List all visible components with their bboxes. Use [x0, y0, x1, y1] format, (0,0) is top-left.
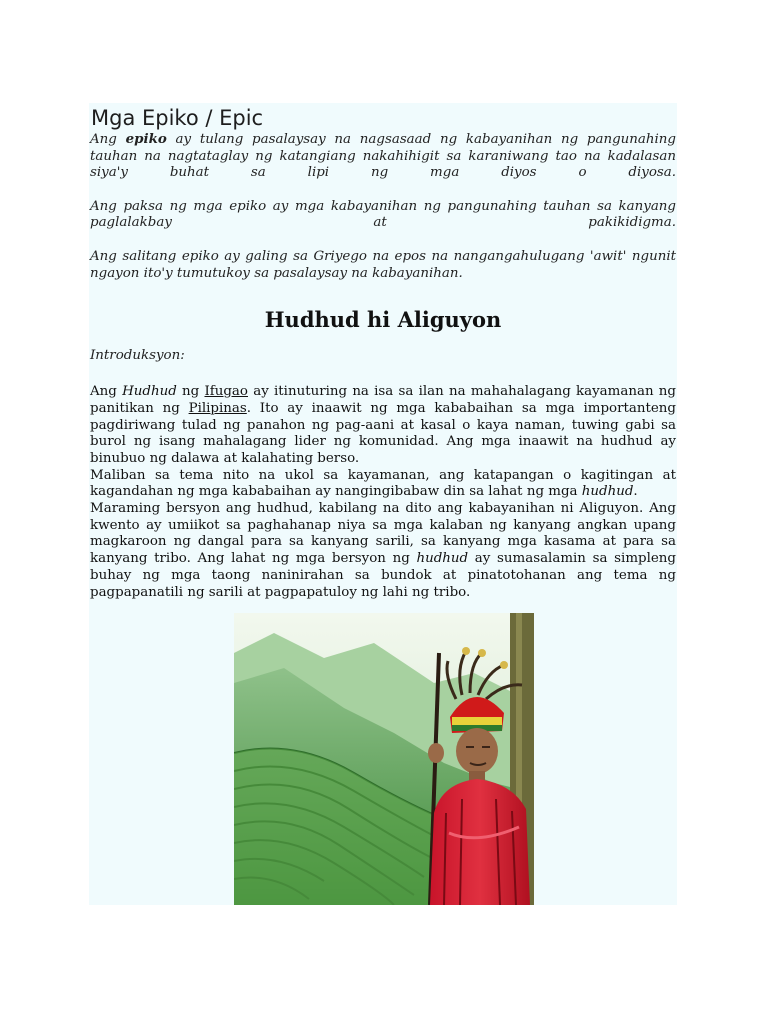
- body-text: ay itinuturing na isa sa ilan na mahahalagang kayamanan ng panitikan ng: [90, 384, 676, 416]
- hudhud-term: hudhud: [581, 484, 634, 500]
- pilipinas-link[interactable]: Pilipinas: [188, 400, 247, 416]
- ifugao-link[interactable]: Ifugao: [204, 384, 248, 400]
- epiko-term: epiko: [125, 131, 167, 147]
- ifugao-elder-photo: [234, 613, 534, 905]
- body-text: .: [633, 484, 638, 500]
- section-label: Introduksyon:: [90, 348, 185, 364]
- body-text: . Ito ay inaawit ng mga kababaihan sa mga importanteng pagdiriwang tulad ng panahon ng pag-aani at kasal o kaya naman, tuwing gabi sa burol ng isang mahalagang lider ng komunidad. Ang mga inaawit na hudhud ay binubuo ng dalawa at kalahating berso.: [90, 400, 676, 466]
- body-paragraph-3: [90, 501, 676, 601]
- body-text: Ang: [90, 384, 123, 400]
- body-text: ay sumasalamin sa simpleng buhay ng mga taong naninirahan sa bundok at pinatotohanan ang tema ng pagpapanatili ng sarili at pagpapatuloy ng lahi ng tribo.: [90, 551, 676, 600]
- body-text: Maliban sa tema nito na ukol sa kayamanan, ang katapangan o kagitingan at kagandahan ng mga kababaihan ay nangingibabaw din sa lahat ng mga: [90, 467, 676, 500]
- body-paragraph-2: [90, 468, 676, 501]
- intro-paragraph-3: Ang salitang epiko ay galing sa Griyego na epos na nangangahulugang 'awit' ngunit ngayon ito'y tumutukoy sa pasalaysay na kabayanihan.: [90, 248, 676, 281]
- hudhud-term: hudhud: [416, 551, 469, 567]
- section-heading: Hudhud hi Aliguyon: [264, 307, 502, 333]
- body-paragraph-1: [90, 384, 676, 468]
- intro-text: Ang: [90, 132, 126, 147]
- page-title: Mga Epiko / Epic: [91, 106, 264, 130]
- body-text: Maraming bersyon ang hudhud, kabilang na dito ang kabayanihan ni Aliguyon. Ang kwento ay umiikot sa paghahanap niya sa mga kalaban ng kanyang angkan upang magkaroon ng dangal para sa kanyang sarili, sa kanyang mga kasama at para sa kanyang tribo. Ang lahat ng mga bersyon ng: [90, 501, 676, 567]
- hudhud-term: Hudhud: [122, 384, 177, 400]
- intro-paragraph-2: Ang paksa ng mga epiko ay mga kabayanihan ng pangunahing tauhan sa kanyang paglalakbay at pakikidigma.: [90, 198, 676, 231]
- intro-paragraph-1: [90, 131, 676, 182]
- intro-text: ay tulang pasalaysay na nagsasaad ng kabayanihan ng pangunahing tauhan na nagtataglay ng katangiang nakahihigit sa karaniwang tao na kadalasan siya'y buhat sa lipi ng mga diyos o diyosa.: [90, 132, 676, 181]
- content-panel: [89, 103, 677, 905]
- body-text: ng: [176, 384, 205, 400]
